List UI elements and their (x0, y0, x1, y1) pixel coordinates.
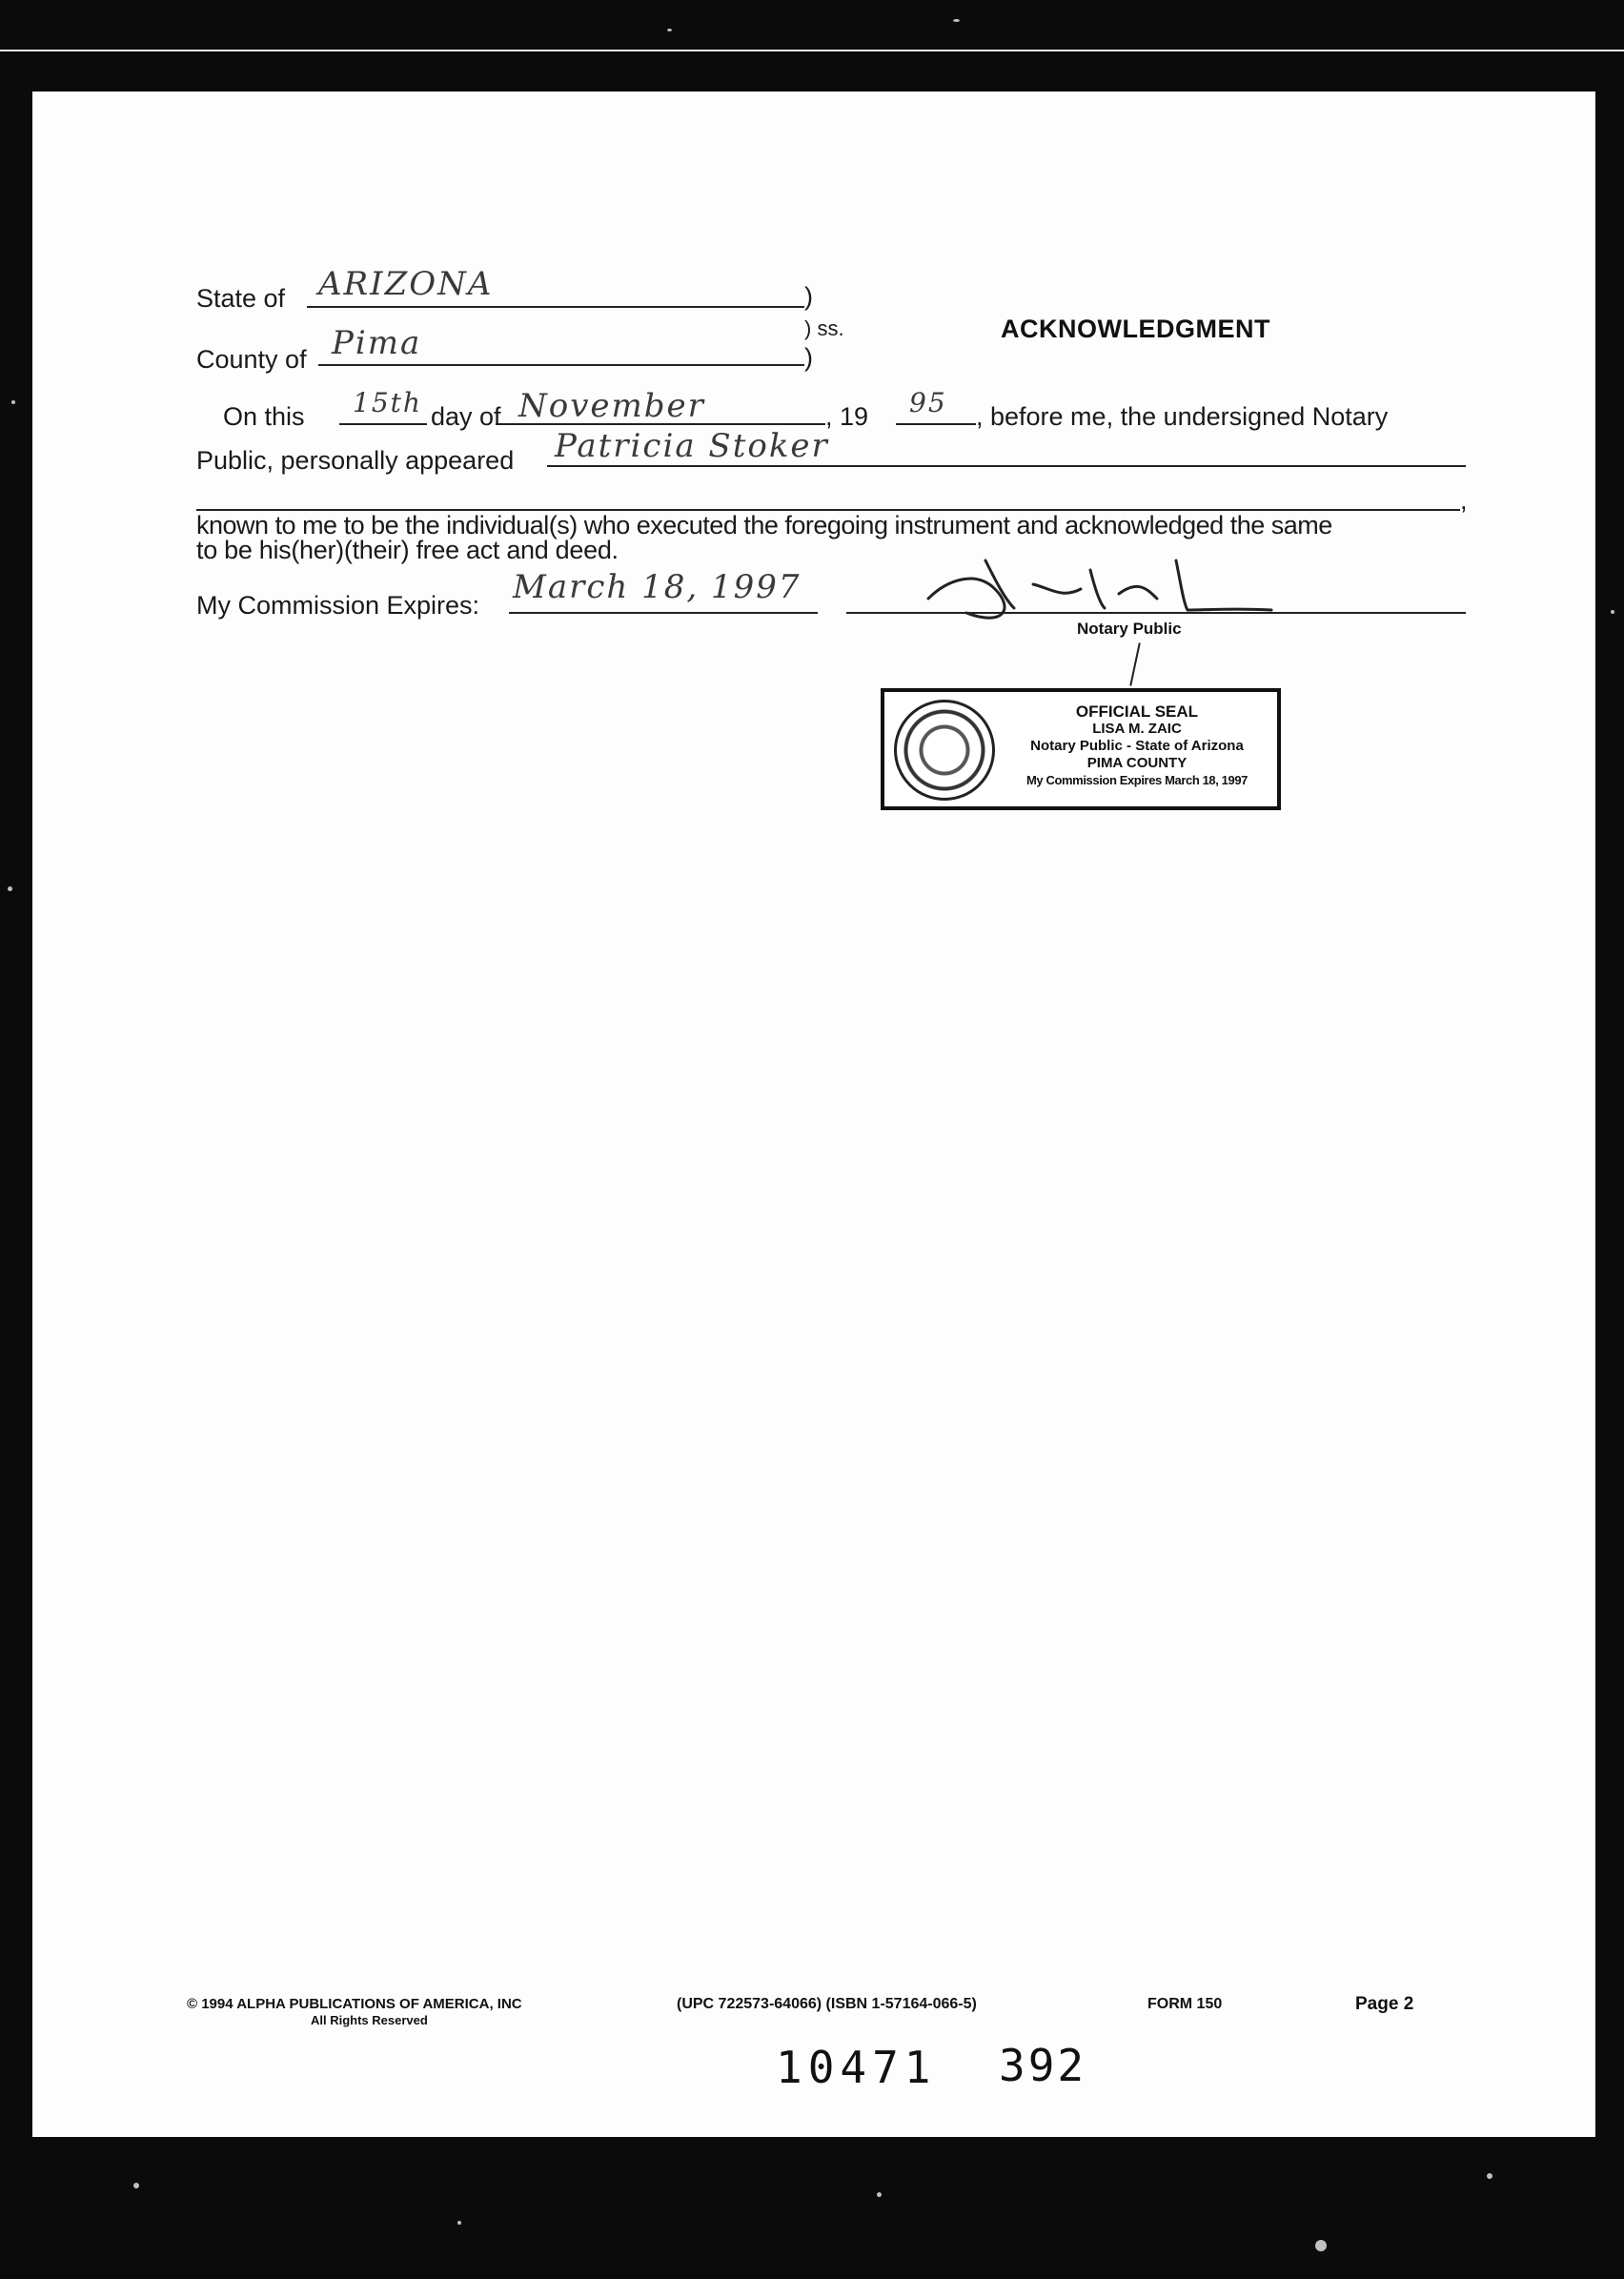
seal-line-3: Notary Public - State of Arizona (1030, 738, 1244, 754)
seal-pointer-mark (1129, 642, 1141, 685)
scan-speck (133, 2183, 139, 2188)
before-me-text: , before me, the undersigned Notary (976, 402, 1389, 431)
year-value: 95 (909, 387, 947, 418)
document-page-number: 392 (999, 2040, 1087, 2091)
commission-label: My Commission Expires: (196, 591, 480, 620)
signature-line (846, 612, 1466, 614)
scan-speck (11, 400, 15, 404)
seal-line-1: OFFICIAL SEAL (1075, 702, 1199, 721)
footer-form-number: FORM 150 (1147, 1996, 1223, 2012)
appeared-line (547, 465, 1466, 467)
day-value: 15th (353, 387, 422, 418)
document-number: 10471 (776, 2042, 937, 2093)
state-label: State of (196, 284, 286, 313)
seal-line-2: LISA M. ZAIC (1092, 721, 1182, 737)
day-of-label: day of (431, 402, 501, 431)
scan-speck (1487, 2173, 1492, 2179)
scan-edge-line (0, 50, 1624, 51)
county-value: Pima (332, 324, 422, 362)
state-seal-icon (894, 700, 995, 801)
seal-line-5: My Commission Expires March 18, 1997 (1026, 773, 1248, 787)
scan-speck (457, 2221, 461, 2225)
year-prefix: , 19 (825, 402, 869, 431)
scan-speck (667, 29, 672, 31)
paren-ss: ) ss. (804, 316, 844, 340)
month-line (496, 423, 825, 425)
scan-speck (1315, 2240, 1327, 2251)
trailing-comma: , (1460, 486, 1468, 515)
footer-rights: All Rights Reserved (311, 2013, 428, 2027)
scan-speck (877, 2192, 882, 2197)
notary-public-label: Notary Public (1077, 620, 1182, 638)
seal-text (1008, 703, 1266, 789)
official-seal (881, 688, 1281, 810)
footer-copyright: © 1994 ALPHA PUBLICATIONS OF AMERICA, INC (187, 1996, 522, 2012)
county-label: County of (196, 345, 307, 374)
footer-page: Page 2 (1355, 1994, 1414, 2014)
known-text: known to me to be the individual(s) who executed the foregoing instrument and acknowledged the same (196, 511, 1332, 539)
commission-line (509, 612, 818, 614)
month-value: November (518, 387, 705, 425)
state-value: ARIZONA (318, 265, 494, 303)
paren-top: ) (804, 282, 813, 311)
appeared-label: Public, personally appeared (196, 446, 515, 475)
appeared-value: Patricia Stoker (555, 427, 829, 465)
footer-codes: (UPC 722573-64066) (ISBN 1-57164-066-5) (677, 1996, 977, 2012)
scan-speck (8, 886, 12, 891)
known-text-2: to be his(her)(their) free act and deed. (196, 536, 619, 564)
document-page (32, 92, 1595, 2137)
county-line (318, 364, 804, 366)
on-this-label: On this (223, 402, 305, 431)
seal-line-4: PIMA COUNTY (1086, 755, 1188, 771)
scan-speck (953, 19, 960, 22)
acknowledgment-title: ACKNOWLEDGMENT (1001, 315, 1270, 343)
paren-bottom: ) (804, 343, 813, 372)
year-line (896, 423, 976, 425)
day-line (339, 423, 427, 425)
scan-speck (1611, 610, 1614, 614)
commission-value: March 18, 1997 (513, 568, 802, 606)
state-line (307, 306, 804, 308)
